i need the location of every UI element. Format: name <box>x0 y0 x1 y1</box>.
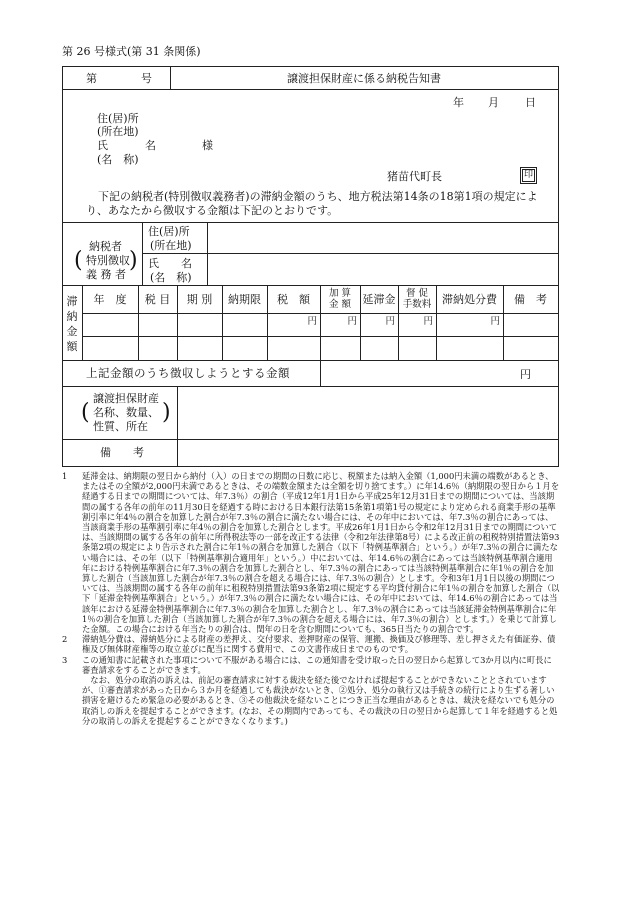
col-due-date: 納期限 <box>228 293 261 306</box>
date-month: 月 <box>488 96 499 109</box>
note-3-text-2: なお、処分の取消の訴えは、前記の審査請求に対する裁決を経た後でなければ提起することができないこととされていますが、①審査請求があった日から３か月を経過しても裁決がないとき、②処分、処分の執行又は手続きの続行により生ずる著しい損害を避けるため緊急の必要があるとき、③その他裁決を経ないことにつき正当な理由があるときは、裁決を経ないでも処分の取消しの訴えを提起することができます。(なお、その期間内であっても、その裁決の日の翌日から起算して１年を経過すると処分の取消しの訴えを提起することができなくなります。) <box>82 675 558 726</box>
note-2-number: 2 <box>62 634 68 645</box>
addressee-title-label: (名 称) <box>97 153 139 166</box>
form-number-label-1: 第 <box>86 72 97 85</box>
addressee-location-label: (所在地) <box>97 125 139 138</box>
yen-late-fee: 円 <box>385 316 395 327</box>
addressee-name-label-1: 氏 <box>97 139 108 152</box>
note-3-number: 3 <box>62 654 68 665</box>
taxpayer-obligor-label: 義 務 者 <box>86 268 126 281</box>
bracket-open: ( <box>74 248 83 273</box>
yen-surcharge: 円 <box>347 316 357 327</box>
collateral-bracket-open: ( <box>81 400 90 425</box>
date-day: 日 <box>525 96 536 109</box>
yen-tax-amount: 円 <box>307 316 317 327</box>
col-surcharge-2: 金 額 <box>328 299 352 310</box>
col-remarks: 備 考 <box>514 293 547 306</box>
form-number-label-2: 号 <box>141 72 152 85</box>
taxpayer-special-label: 特別徴収 <box>86 254 130 267</box>
arrears-side-label-2: 納 <box>66 310 78 323</box>
date-year: 年 <box>453 96 464 109</box>
addressee-address-label: 住(居)所 <box>97 112 139 125</box>
note-3 <box>62 655 560 726</box>
collateral-detail-2: 性質、所在 <box>93 420 148 433</box>
taxpayer-address-label: 住(居)所 <box>148 225 190 238</box>
col-surcharge-1: 加 算 <box>328 288 352 299</box>
collect-amount-yen: 円 <box>520 368 531 381</box>
col-tax-item: 税 目 <box>144 293 171 306</box>
col-tax-amount: 税 額 <box>277 293 310 306</box>
seal-box <box>520 167 537 184</box>
yen-dunning: 円 <box>423 316 433 327</box>
intro-text: 下記の納税者(特別徴収義務者)の滞納金額のうち、地方税法第14条の18第1項の規定により、あなたから徴収する金額は下記のとおりです。 <box>86 190 538 217</box>
seal-mark: 印 <box>523 170 533 180</box>
yen-disposition-cost: 円 <box>490 316 500 327</box>
arrears-side-label-1: 滞 <box>66 295 78 308</box>
collateral-label: 譲渡担保財産 <box>93 392 159 405</box>
note-1-number: 1 <box>62 471 68 481</box>
form-number: 第 26 号様式(第 31 条関係) <box>62 45 201 58</box>
collateral-bracket-close: ) <box>162 400 171 425</box>
collateral-detail-1: 名称、数量、 <box>93 406 159 419</box>
col-dunning-1: 督 促 <box>405 288 429 299</box>
addressee-name-label-2: 名 <box>145 139 156 152</box>
issuer-name: 猪苗代町長 <box>387 170 442 183</box>
col-dunning-2: 手数料 <box>402 299 432 310</box>
arrears-side-label-4: 額 <box>66 340 78 353</box>
col-disposition-cost: 滞納処分費 <box>442 293 497 306</box>
note-2 <box>62 634 560 654</box>
note-1-text: 延滞金は、納期限の翌日から納付（入）の日までの期間の日数に応じ、税額または納入金額（1,000円未満の端数があるとき、またはその全額が2,000円未満であるときは、その端数金額または全額を切り捨てます。）に年14.6％（納期限の翌日から１月を経過する日までの期間については、年7.3％）の割合（平成12年1月1日から平成25年12月31日までの期間については、当該期間の属する各年の前年の11月30日を経過する時における日本銀行法第15条第1項第1号の規定により定められる商業手形の基準割引率に年4％の割合を加算した割合が年7.3％の割合に満たない場合には、その年中においては、年7.3％の割合にあっては、当該商業手形の基準割引率に年4％の割合を加算した割合とします。平成26年1月1日から令和2年12月31日までの期間については、当該期間の属する各年の前年に所得税法等の一部を改正する法律（令和2年法律第8号）による改正前の租税特別措置法第93条第2項の規定により告示された割合に年1％の割合を加算した割合（以下「特例基準割合」という。）が年7.3％の割合に満たない場合には、その年（以下「特例基準割合適用年」という。）中においては、年14.6％の割合にあっては当該特例基準割合適用年における特例基準割合に年7.3％の割合を加算した割合とし、年7.3％の割合にあっては当該特例基準割合に年1％の割合を加算した割合（当該加算した割合が年7.3％の割合を超える場合には、年7.3％の割合）とします。令和3年1月1日以後の期間については、当該期間の属する各年の前年に租税特別措置法第93条第2項に規定する平均貸付割合に年1％の割合を加算した割合（以下「延滞金特例基準割合」という。）が年7.3％の割合に満たない場合には、その年中においては、年14.6％の割合にあっては当該年における延滞金特例基準割合に年7.3％の割合を加算した割合とし、年7.3％の割合にあっては当該延滞金特例基準割合に年1％の割合を加算した割合（当該加算した割合が年7.3％の割合を超える場合には、年7.3％の割合）とします。）を乗じて計算した金額。この場合における年当たりの割合は、閏年の日を含む期間についても、365日当たりの割合です。 <box>82 471 560 635</box>
col-late-fee: 延滞金 <box>362 293 396 306</box>
document-title: 譲渡担保財産に係る納税告知書 <box>287 72 441 85</box>
taxpayer-location-label: (所在地) <box>150 239 192 252</box>
taxpayer-title-label: (名 称) <box>150 271 192 284</box>
bracket-close: ) <box>129 248 138 273</box>
note-3-text: この通知書に記載された事項について不服がある場合には、この通知書を受け取った日の翌日から起算して3か月以内に町長に審査請求をすることができます。 <box>82 654 552 675</box>
note-1 <box>62 471 560 634</box>
arrears-side-label-3: 金 <box>66 325 78 338</box>
remarks-label: 備 考 <box>100 446 144 459</box>
collect-amount-label: 上記金額のうち徴収しようとする金額 <box>86 366 290 380</box>
taxpayer-label: 納税者 <box>89 240 122 253</box>
taxpayer-name-label: 氏 名 <box>148 257 192 270</box>
note-2-text: 滞納処分費は、滞納処分による財産の差押え、交付要求、差押財産の保管、運搬、換価及び修理等、差し押さえた有価証券、債権及び無体財産権等の取立並びに配当に関する費用で、この文書作成日までのものです。 <box>82 634 556 655</box>
notes <box>62 471 560 726</box>
addressee-honorific: 様 <box>202 139 213 152</box>
col-fiscal-year: 年 度 <box>93 293 127 306</box>
col-period: 期 別 <box>186 293 213 306</box>
